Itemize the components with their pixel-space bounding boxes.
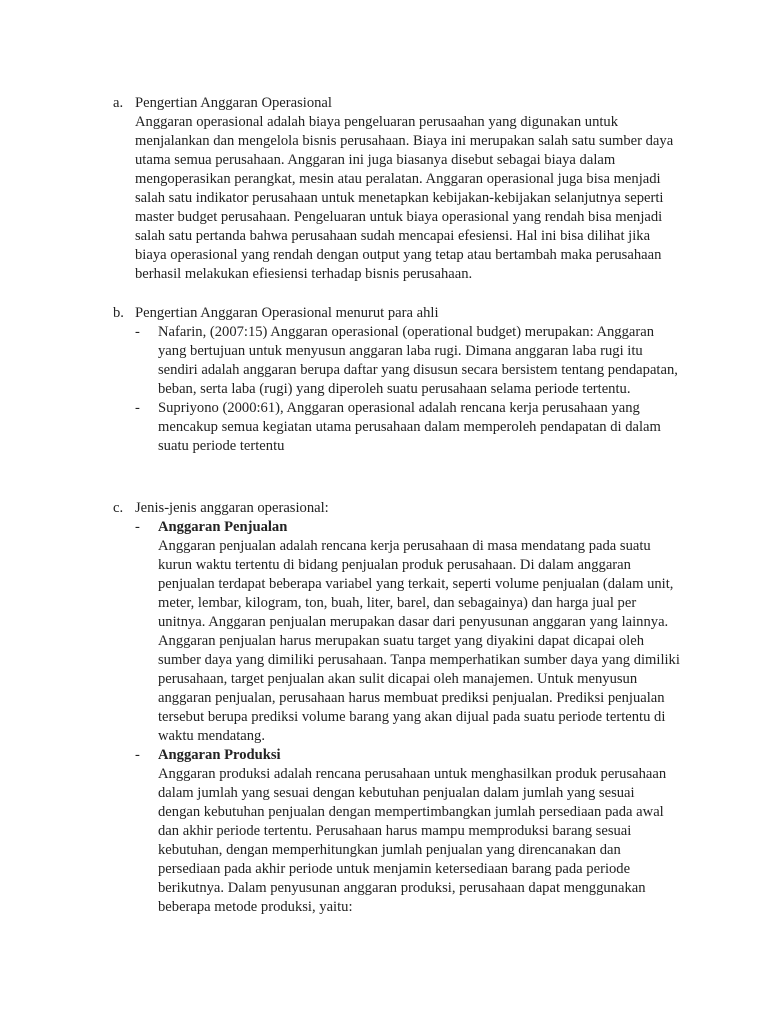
list-item-text: Nafarin, (2007:15) Anggaran operasional (operational budget) merupakan: Anggaran yang bertujuan untuk menyusun anggaran laba rugi. Dimana anggaran laba rugi itu sendiri adalah anggaran berupa daftar yang disusun secara bersistem tentang pendapatan, beban, serta laba (rugi) yang diperoleh suatu perusahaan selama periode tertentu. bbox=[158, 324, 678, 397]
list-item-anggaran-penjualan bbox=[135, 518, 693, 746]
list-dash: - bbox=[135, 324, 140, 340]
section-c-marker: c. bbox=[113, 500, 124, 516]
section-a bbox=[113, 94, 693, 284]
list-item-content bbox=[158, 518, 680, 746]
section-a-body: Anggaran operasional adalah biaya pengeluaran perusaahan yang digunakan untuk menjalankan dan mengelola bisnis perusahaan. Biaya ini merupakan salah satu sumber daya utama semua perusahaan. Anggaran ini juga biasanya disebut sebagai biaya dalam mengoperasikan perangkat, mesin atau peralatan. Anggaran operasional juga bisa menjadi salah satu indikator perusahaan untuk menetapkan kebijakan-kebijakan selanjutnya seperti master budget perusahaan. Pengeluaran untuk biaya operasional yang rendah bisa menjadi salah satu pertanda bahwa perusahaan sudah mencapai efesiensi. Hal ini bisa dilihat jika biaya operasional yang rendah dengan output yang tetap atau bertambah maka perusahaan berhasil melakukan efiesiensi terhadap bisnis perusahaan. bbox=[135, 114, 674, 282]
section-b-title: Pengertian Anggaran Operasional menurut para ahli bbox=[135, 305, 439, 321]
section-a-title: Pengertian Anggaran Operasional bbox=[135, 95, 332, 111]
list-item-title: Anggaran Penjualan bbox=[158, 519, 288, 535]
section-b bbox=[113, 304, 693, 456]
list-dash: - bbox=[135, 400, 140, 416]
section-a-header bbox=[113, 94, 693, 113]
list-dash: - bbox=[135, 519, 140, 535]
section-b-header bbox=[113, 304, 693, 323]
section-c bbox=[113, 499, 693, 917]
list-item-text: Anggaran penjualan adalah rencana kerja perusahaan di masa mendatang pada suatu kurun waktu tertentu di bidang penjualan produk perusahaan. Di dalam anggaran penjualan terdapat beberapa variabel yang terkait, seperti volume penjualan (dalam unit, meter, lembar, kilogram, ton, buah, liter, barel, dan sebagainya) dan harga jual per unitnya. Anggaran penjualan merupakan dasar dari penyusunan anggaran yang lainnya. Anggaran penjualan harus merupakan suatu target yang diyakini dapat dicapai oleh sumber daya yang dimiliki perusahaan. Tanpa memperhatikan sumber daya yang dimiliki perusahaan, target penjualan akan sulit dicapai oleh manajemen. Untuk menyusun anggaran penjualan, perusahaan harus membuat prediksi penjualan. Prediksi penjualan tersebut berupa prediksi volume barang yang akan dijual pada suatu periode tertentu di waktu mendatang. bbox=[158, 538, 680, 744]
list-item-anggaran-produksi bbox=[135, 746, 693, 917]
section-a-marker: a. bbox=[113, 95, 124, 111]
list-item-text: Supriyono (2000:61), Anggaran operasional adalah rencana kerja perusahaan yang mencakup semua kegiatan utama perusahaan dalam memperoleh pendapatan di dalam suatu periode tertentu bbox=[158, 400, 661, 454]
list-item-supriyono bbox=[135, 399, 693, 456]
section-c-title: Jenis-jenis anggaran operasional: bbox=[135, 500, 329, 516]
section-b-marker: b. bbox=[113, 305, 124, 321]
list-dash: - bbox=[135, 747, 140, 763]
section-c-header bbox=[113, 499, 693, 518]
list-item-text: Anggaran produksi adalah rencana perusahaan untuk menghasilkan produk perusahaan dalam jumlah yang sesuai dengan kebutuhan penjualan dalam jumlah yang sesuai dengan kebutuhan penjualan dengan mempertimbangkan jumlah persediaan pada awal dan akhir periode tertentu. Perusahaan harus mampu memproduksi barang sesuai kebutuhan, dengan memperhitungkan jumlah penjualan yang direncanakan dan persediaan pada akhir periode untuk menjamin ketersediaan barang pada periode berikutnya. Dalam penyusunan anggaran produksi, perusahaan dapat menggunakan beberapa metode produksi, yaitu: bbox=[158, 766, 667, 915]
list-item-content bbox=[158, 746, 680, 917]
list-item-title: Anggaran Produksi bbox=[158, 747, 281, 763]
list-item-nafarin bbox=[135, 323, 693, 399]
